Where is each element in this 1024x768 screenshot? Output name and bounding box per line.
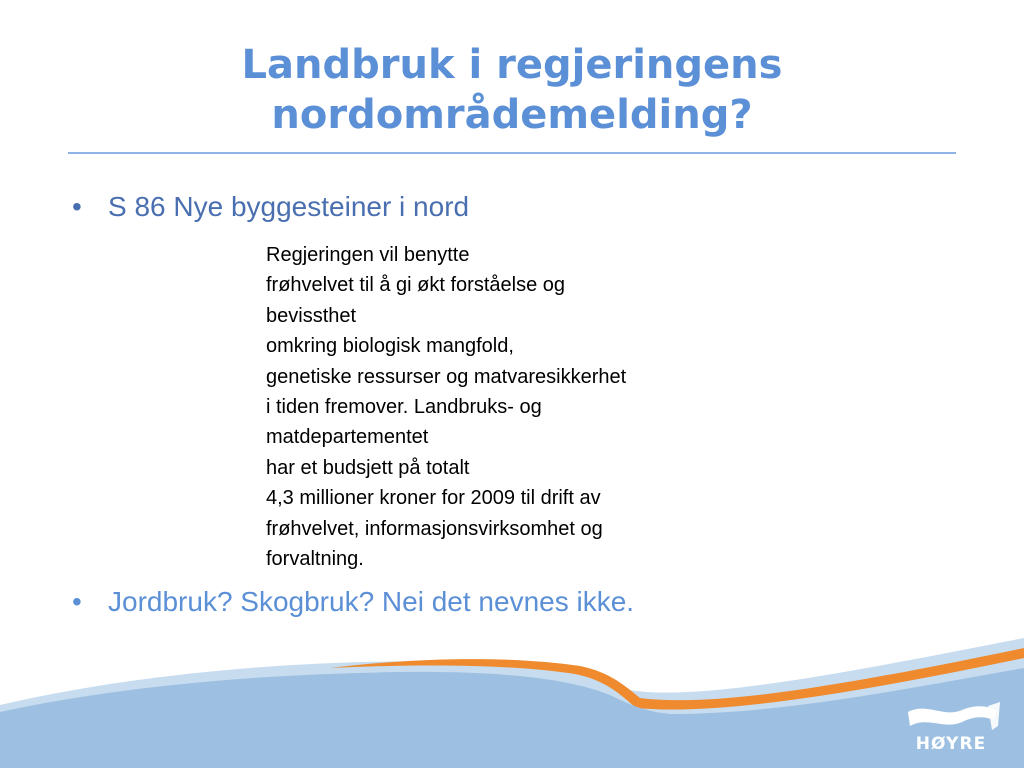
bullet-marker: • xyxy=(72,586,82,617)
bullet-text-2: Jordbruk? Skogbruk? Nei det nevnes ikke. xyxy=(108,586,635,617)
title-line-1: Landbruk i regjeringens xyxy=(241,42,783,88)
quote-line: i tiden fremover. Landbruks- og xyxy=(266,396,542,419)
quote-line: 4,3 millioner kroner for 2009 til drift av xyxy=(266,487,601,510)
quote-block xyxy=(266,240,746,574)
hoyre-logo xyxy=(896,696,1006,762)
quote-line: frøhvelvet, informasjonsvirksomhet og xyxy=(266,517,603,540)
quote-line: matdepartementet xyxy=(266,426,429,449)
title-line-2: nordområdemelding? xyxy=(271,92,753,138)
bullet-text-1: S 86 Nye byggesteiner i nord xyxy=(108,191,470,222)
bullet-marker: • xyxy=(72,191,82,222)
title-divider xyxy=(68,152,956,154)
quote-line: har et budsjett på totalt xyxy=(266,456,470,479)
quote-line: forvaltning. xyxy=(266,548,364,571)
bullet-item-1 xyxy=(72,190,469,224)
slide-title xyxy=(0,40,1024,140)
quote-line: frøhvelvet til å gi økt forståelse og xyxy=(266,274,566,297)
quote-line: omkring biologisk mangfold, xyxy=(266,335,514,358)
footer-wave xyxy=(0,630,1024,768)
bullet-item-2 xyxy=(72,585,634,619)
flag-icon xyxy=(896,696,1006,736)
quote-line: genetiske ressurser og matvaresikkerhet xyxy=(266,365,627,388)
quote-line: Regjeringen vil benytte xyxy=(266,244,470,266)
quote-line: bevissthet xyxy=(266,304,357,327)
logo-text: HØYRE xyxy=(915,734,987,754)
